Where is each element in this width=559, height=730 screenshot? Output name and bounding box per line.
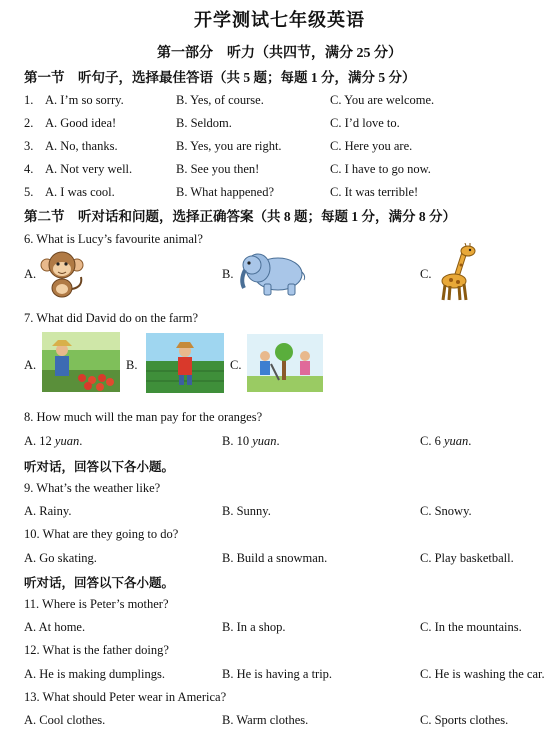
option-c: C. I have to go now. bbox=[330, 162, 431, 176]
option-b: B. He is having a trip. bbox=[222, 667, 333, 681]
option-b: B. bbox=[126, 358, 138, 372]
option-b: B. Warm clothes. bbox=[222, 713, 309, 727]
giraffe-image bbox=[437, 243, 479, 301]
planting-trees-image bbox=[247, 334, 323, 392]
listening-instruction: 听对话，回答以下各小题。 bbox=[24, 576, 175, 590]
option-b: B. 10 yuan. bbox=[222, 434, 280, 448]
item-number: 1. bbox=[24, 93, 34, 107]
part-one-heading: 第一部分 听力（共四节，满分 25 分） bbox=[157, 46, 402, 61]
watering-crops-image bbox=[146, 333, 224, 393]
option-b: B. Yes, you are right. bbox=[176, 139, 282, 153]
option-a: A. bbox=[24, 358, 37, 372]
listening-instruction: 听对话，回答以下各小题。 bbox=[24, 460, 175, 474]
option-a: A. Rainy. bbox=[24, 504, 72, 518]
option-c: C. Snowy. bbox=[420, 504, 472, 518]
option-c: C. Here you are. bbox=[330, 139, 413, 153]
option-a: A. Cool clothes. bbox=[24, 713, 106, 727]
section-one-heading: 第一节 听句子，选择最佳答语（共 5 题；每题 1 分，满分 5 分） bbox=[24, 70, 416, 85]
question-8: 8. How much will the man pay for the oranges? bbox=[24, 410, 263, 424]
option-c: C. I’d love to. bbox=[330, 116, 400, 130]
option-a: A. 12 yuan. bbox=[24, 434, 83, 448]
picking-vegetables-image bbox=[42, 332, 120, 392]
option-c: C. Sports clothes. bbox=[420, 713, 509, 727]
option-c: C. bbox=[230, 358, 242, 372]
question-9: 9. What’s the weather like? bbox=[24, 481, 161, 495]
item-number: 4. bbox=[24, 162, 34, 176]
question-12: 12. What is the father doing? bbox=[24, 643, 169, 657]
page-title: 开学测试七年级英语 bbox=[194, 10, 365, 30]
question-11: 11. Where is Peter’s mother? bbox=[24, 597, 169, 611]
item-number: 5. bbox=[24, 185, 34, 199]
option-a: A. bbox=[24, 267, 37, 281]
option-b: B. Sunny. bbox=[222, 504, 271, 518]
option-b: B. What happened? bbox=[176, 185, 274, 199]
question-6: 6. What is Lucy’s favourite animal? bbox=[24, 232, 203, 246]
option-b: B. Build a snowman. bbox=[222, 551, 328, 565]
option-b: B. Yes, of course. bbox=[176, 93, 264, 107]
option-a: A. I’m so sorry. bbox=[45, 93, 124, 107]
question-7: 7. What did David do on the farm? bbox=[24, 311, 199, 325]
option-c: C. In the mountains. bbox=[420, 620, 522, 634]
option-c: C. Play basketball. bbox=[420, 551, 514, 565]
option-a: A. At home. bbox=[24, 620, 86, 634]
option-c: C. You are welcome. bbox=[330, 93, 435, 107]
question-13: 13. What should Peter wear in America? bbox=[24, 690, 227, 704]
option-b: B. Seldom. bbox=[176, 116, 232, 130]
option-a: A. No, thanks. bbox=[45, 139, 118, 153]
elephant-image bbox=[236, 246, 308, 298]
option-b: B. In a shop. bbox=[222, 620, 286, 634]
option-c: C. bbox=[420, 267, 432, 281]
option-a: A. Go skating. bbox=[24, 551, 97, 565]
section-two-heading: 第二节 听对话和问题，选择正确答案（共 8 题；每题 1 分，满分 8 分） bbox=[24, 209, 456, 224]
item-number: 3. bbox=[24, 139, 34, 153]
question-10: 10. What are they going to do? bbox=[24, 527, 179, 541]
option-a: A. I was cool. bbox=[45, 185, 115, 199]
option-c: C. It was terrible! bbox=[330, 185, 419, 199]
monkey-image bbox=[37, 247, 87, 299]
item-number: 2. bbox=[24, 116, 34, 130]
option-c: C. He is washing the car. bbox=[420, 667, 545, 681]
option-b: B. See you then! bbox=[176, 162, 260, 176]
option-c: C. 6 yuan. bbox=[420, 434, 472, 448]
option-a: A. Good idea! bbox=[45, 116, 117, 130]
option-b: B. bbox=[222, 267, 234, 281]
option-a: A. He is making dumplings. bbox=[24, 667, 165, 681]
option-a: A. Not very well. bbox=[45, 162, 133, 176]
